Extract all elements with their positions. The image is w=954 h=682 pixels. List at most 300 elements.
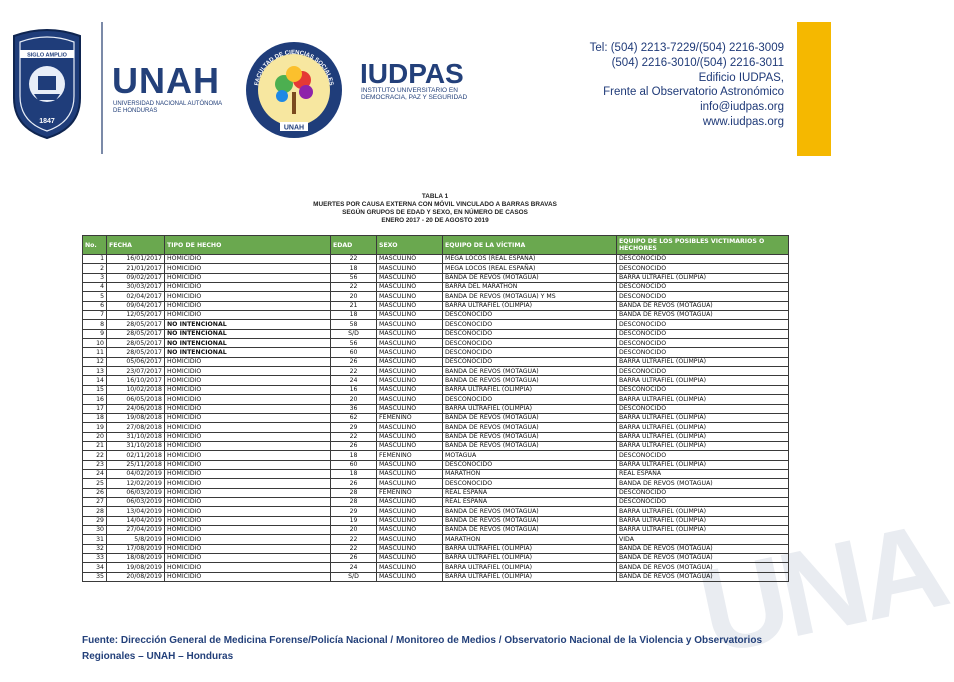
table-row	[83, 320, 789, 329]
cell-no: 30	[83, 525, 107, 534]
source-footnote: Fuente: Dirección General de Medicina Forense/Policía Nacional / Monitoreo de Medios / Observatorio Nacional de la Violencia y Observatorios Regionales – UNAH – Honduras	[82, 635, 763, 662]
cell-fecha: 28/05/2017	[107, 329, 165, 338]
cell-sexo: MASCULINO	[377, 339, 443, 348]
cell-tipo: HOMICIDIO	[165, 367, 331, 376]
cell-no: 33	[83, 554, 107, 563]
cell-edad: 29	[331, 423, 377, 432]
unah-seal-logo	[8, 28, 86, 140]
social-sciences-emblem-logo	[244, 40, 344, 140]
table-row	[83, 357, 789, 366]
cell-no: 20	[83, 432, 107, 441]
cell-equipo-victima: BANDA DE REVOS (MOTAGUA)	[443, 507, 617, 516]
table-row	[83, 469, 789, 478]
cell-sexo: MASCULINO	[377, 311, 443, 320]
cell-edad: 22	[331, 283, 377, 292]
cell-no: 32	[83, 544, 107, 553]
cell-sexo: MASCULINO	[377, 376, 443, 385]
cell-no: 10	[83, 339, 107, 348]
cell-equipo-victima: BANDA DE REVOS (MOTAGUA)	[443, 376, 617, 385]
cell-edad: 22	[331, 544, 377, 553]
cell-edad: 56	[331, 273, 377, 282]
cell-tipo: HOMICIDIO	[165, 357, 331, 366]
table-row	[83, 544, 789, 553]
cell-fecha: 31/10/2018	[107, 432, 165, 441]
cell-sexo: MASCULINO	[377, 469, 443, 478]
cell-no: 15	[83, 385, 107, 394]
cell-sexo: FEMENINO	[377, 488, 443, 497]
cell-edad: 58	[331, 320, 377, 329]
cell-tipo: HOMICIDIO	[165, 525, 331, 534]
cell-sexo: MASCULINO	[377, 507, 443, 516]
contact-phone-1: Tel: (504) 2213-7229/(504) 2216-3009	[589, 42, 784, 54]
cell-fecha: 30/03/2017	[107, 283, 165, 292]
table-row	[83, 497, 789, 506]
cell-sexo: MASCULINO	[377, 441, 443, 450]
cell-equipo-victimarios: DESCONOCIDO	[617, 451, 789, 460]
cell-equipo-victimarios: BARRA ULTRAFIEL (OLIMPIA)	[617, 441, 789, 450]
cell-equipo-victima: DESCONOCIDO	[443, 395, 617, 404]
cell-fecha: 19/08/2019	[107, 563, 165, 572]
emblem-ring-text: FACULTAD DE CIENCIAS SOCIALES	[254, 49, 334, 87]
table-row	[83, 507, 789, 516]
cell-edad: 56	[331, 339, 377, 348]
table-row	[83, 395, 789, 404]
cell-no: 21	[83, 441, 107, 450]
cell-fecha: 06/05/2018	[107, 395, 165, 404]
cell-no: 22	[83, 451, 107, 460]
cell-tipo: HOMICIDIO	[165, 273, 331, 282]
cell-equipo-victima: MARATHON	[443, 469, 617, 478]
cell-equipo-victima: BANDA DE REVOS (MOTAGUA)	[443, 413, 617, 422]
cell-edad: 16	[331, 385, 377, 394]
cell-equipo-victima: BANDA DE REVOS (MOTAGUA)	[443, 423, 617, 432]
cell-sexo: MASCULINO	[377, 497, 443, 506]
cell-equipo-victima: DESCONOCIDO	[443, 460, 617, 469]
cell-equipo-victimarios: DESCONOCIDO	[617, 329, 789, 338]
cell-edad: 22	[331, 367, 377, 376]
cell-equipo-victimarios: BANDA DE REVOS (MOTAGUA)	[617, 554, 789, 563]
table-row	[83, 535, 789, 544]
table-row	[83, 376, 789, 385]
cell-sexo: FEMENINO	[377, 451, 443, 460]
cell-tipo: HOMICIDIO	[165, 535, 331, 544]
iudpas-wordmark: IUDPAS	[360, 58, 464, 89]
column-header-sexo: SEXO	[377, 236, 443, 255]
table-row	[83, 301, 789, 310]
cell-fecha: 16/01/2017	[107, 255, 165, 264]
table-row	[83, 572, 789, 581]
cell-equipo-victima: BARRA DEL MARATHON	[443, 283, 617, 292]
cell-edad: 24	[331, 563, 377, 572]
unah-wordmark: UNAH	[112, 60, 220, 101]
cell-equipo-victima: BARRA ULTRAFIEL (OLIMPIA)	[443, 554, 617, 563]
cell-fecha: 10/02/2018	[107, 385, 165, 394]
cell-equipo-victima: DESCONOCIDO	[443, 479, 617, 488]
cell-tipo: HOMICIDIO	[165, 451, 331, 460]
table-row	[83, 264, 789, 273]
contact-address: Frente al Observatorio Astronómico	[603, 86, 784, 99]
cell-no: 13	[83, 367, 107, 376]
cell-sexo: MASCULINO	[377, 544, 443, 553]
cell-equipo-victimarios: BANDA DE REVOS (MOTAGUA)	[617, 479, 789, 488]
cell-equipo-victima: MOTAGUA	[443, 451, 617, 460]
column-header-fecha: FECHA	[107, 236, 165, 255]
cell-tipo: HOMICIDIO	[165, 404, 331, 413]
cell-sexo: MASCULINO	[377, 348, 443, 357]
cell-equipo-victima: DESCONOCIDO	[443, 320, 617, 329]
cell-equipo-victimarios: DESCONOCIDO	[617, 348, 789, 357]
cell-no: 4	[83, 283, 107, 292]
cell-edad: 24	[331, 376, 377, 385]
cell-fecha: 17/08/2019	[107, 544, 165, 553]
cell-equipo-victima: REAL ESPAÑA	[443, 488, 617, 497]
cell-tipo: HOMICIDIO	[165, 469, 331, 478]
cell-edad: 26	[331, 554, 377, 563]
cell-edad: 26	[331, 441, 377, 450]
cell-edad: 22	[331, 255, 377, 264]
cell-equipo-victima: REAL ESPAÑA	[443, 497, 617, 506]
column-header-no: No.	[83, 236, 107, 255]
cell-sexo: MASCULINO	[377, 479, 443, 488]
cell-sexo: MASCULINO	[377, 264, 443, 273]
cell-fecha: 16/10/2017	[107, 376, 165, 385]
cell-equipo-victimarios: DESCONOCIDO	[617, 264, 789, 273]
cell-fecha: 18/08/2019	[107, 554, 165, 563]
cell-edad: 18	[331, 311, 377, 320]
table-row	[83, 525, 789, 534]
cell-fecha: 21/01/2017	[107, 264, 165, 273]
cell-fecha: 31/10/2018	[107, 441, 165, 450]
cell-no: 3	[83, 273, 107, 282]
cell-fecha: 27/08/2018	[107, 423, 165, 432]
cell-no: 31	[83, 535, 107, 544]
cell-equipo-victima: BARRA ULTRAFIEL (OLIMPIA)	[443, 544, 617, 553]
cell-equipo-victimarios: BANDA DE REVOS (MOTAGUA)	[617, 544, 789, 553]
cell-sexo: MASCULINO	[377, 572, 443, 581]
cell-sexo: MASCULINO	[377, 432, 443, 441]
emblem-label: UNAH	[283, 124, 305, 132]
cell-fecha: 04/02/2019	[107, 469, 165, 478]
cell-tipo: NO INTENCIONAL	[165, 320, 331, 329]
cell-equipo-victimarios: BANDA DE REVOS (MOTAGUA)	[617, 563, 789, 572]
cell-no: 1	[83, 255, 107, 264]
cell-sexo: MASCULINO	[377, 460, 443, 469]
cell-equipo-victima: MEGA LOCOS (REAL ESPAÑA)	[443, 264, 617, 273]
cell-no: 23	[83, 460, 107, 469]
cell-no: 28	[83, 507, 107, 516]
cell-no: 12	[83, 357, 107, 366]
yellow-accent-bar	[797, 22, 831, 156]
table-row	[83, 348, 789, 357]
cell-equipo-victimarios: DESCONOCIDO	[617, 320, 789, 329]
cell-sexo: MASCULINO	[377, 563, 443, 572]
cell-fecha: 12/05/2017	[107, 311, 165, 320]
table-row	[83, 404, 789, 413]
column-header-edad: EDAD	[331, 236, 377, 255]
table-caption-line: SEGÚN GRUPOS DE EDAD Y SEXO, EN NÚMERO DE CASOS	[342, 209, 528, 216]
cell-tipo: HOMICIDIO	[165, 441, 331, 450]
cell-equipo-victimarios: BARRA ULTRAFIEL (OLIMPIA)	[617, 516, 789, 525]
cell-equipo-victima: BARRA ULTRAFIEL (OLIMPIA)	[443, 572, 617, 581]
contact-email-link[interactable]: info@iudpas.org	[700, 101, 784, 114]
cell-fecha: 09/02/2017	[107, 273, 165, 282]
contact-phone-2: (504) 2216-3010/(504) 2216-3011	[611, 56, 784, 69]
cell-tipo: HOMICIDIO	[165, 572, 331, 581]
table-row	[83, 451, 789, 460]
seal-year-text: 1847	[39, 118, 55, 125]
cell-equipo-victimarios: BARRA ULTRAFIEL (OLIMPIA)	[617, 273, 789, 282]
cell-tipo: HOMICIDIO	[165, 292, 331, 301]
cell-edad: 18	[331, 451, 377, 460]
cell-no: 17	[83, 404, 107, 413]
cell-tipo: HOMICIDIO	[165, 507, 331, 516]
cell-sexo: MASCULINO	[377, 423, 443, 432]
cell-fecha: 02/04/2017	[107, 292, 165, 301]
cell-tipo: HOMICIDIO	[165, 283, 331, 292]
cell-tipo: NO INTENCIONAL	[165, 348, 331, 357]
cell-tipo: HOMICIDIO	[165, 264, 331, 273]
cell-fecha: 06/03/2019	[107, 488, 165, 497]
cell-equipo-victimarios: DESCONOCIDO	[617, 497, 789, 506]
cell-no: 9	[83, 329, 107, 338]
cell-equipo-victimarios: DESCONOCIDO	[617, 255, 789, 264]
cell-equipo-victima: DESCONOCIDO	[443, 311, 617, 320]
cell-no: 14	[83, 376, 107, 385]
cell-sexo: MASCULINO	[377, 292, 443, 301]
cell-no: 35	[83, 572, 107, 581]
cell-tipo: HOMICIDIO	[165, 311, 331, 320]
cell-equipo-victima: BANDA DE REVOS (MOTAGUA)	[443, 367, 617, 376]
cell-tipo: HOMICIDIO	[165, 255, 331, 264]
cell-no: 11	[83, 348, 107, 357]
table-row	[83, 339, 789, 348]
cell-no: 18	[83, 413, 107, 422]
table-row	[83, 488, 789, 497]
cell-sexo: MASCULINO	[377, 367, 443, 376]
cell-equipo-victimarios: BARRA ULTRAFIEL (OLIMPIA)	[617, 413, 789, 422]
contact-building: Edificio IUDPAS,	[698, 71, 784, 84]
table-row	[83, 283, 789, 292]
cell-tipo: HOMICIDIO	[165, 479, 331, 488]
cell-edad: 20	[331, 525, 377, 534]
cell-equipo-victima: DESCONOCIDO	[443, 329, 617, 338]
cell-equipo-victimarios: BANDA DE REVOS (MOTAGUA)	[617, 572, 789, 581]
cell-edad: 28	[331, 488, 377, 497]
cell-equipo-victima: BANDA DE REVOS (MOTAGUA)	[443, 273, 617, 282]
cell-edad: 18	[331, 469, 377, 478]
cell-fecha: 02/11/2018	[107, 451, 165, 460]
table-row	[83, 563, 789, 572]
deaths-table	[82, 235, 788, 582]
background-watermark: UNA	[688, 498, 954, 680]
cell-edad: 60	[331, 348, 377, 357]
cell-equipo-victima: BARRA ULTRAFIEL (OLIMPIA)	[443, 404, 617, 413]
cell-equipo-victima: DESCONOCIDO	[443, 357, 617, 366]
cell-edad: 29	[331, 507, 377, 516]
table-header-row	[83, 236, 789, 255]
cell-equipo-victima: DESCONOCIDO	[443, 348, 617, 357]
cell-equipo-victimarios: BARRA ULTRAFIEL (OLIMPIA)	[617, 357, 789, 366]
cell-no: 29	[83, 516, 107, 525]
cell-no: 25	[83, 479, 107, 488]
table-row	[83, 516, 789, 525]
cell-sexo: MASCULINO	[377, 395, 443, 404]
cell-equipo-victimarios: BARRA ULTRAFIEL (OLIMPIA)	[617, 376, 789, 385]
cell-equipo-victimarios: BARRA ULTRAFIEL (OLIMPIA)	[617, 423, 789, 432]
cell-equipo-victima: MEGA LOCOS (REAL ESPAÑA)	[443, 255, 617, 264]
table-caption	[240, 193, 630, 225]
cell-fecha: 09/04/2017	[107, 301, 165, 310]
table-caption-line: TABLA 1	[421, 193, 449, 200]
cell-tipo: NO INTENCIONAL	[165, 339, 331, 348]
cell-edad: 26	[331, 357, 377, 366]
cell-no: 8	[83, 320, 107, 329]
cell-equipo-victimarios: DESCONOCIDO	[617, 404, 789, 413]
contact-block	[590, 41, 784, 130]
cell-edad: 18	[331, 264, 377, 273]
cell-no: 19	[83, 423, 107, 432]
column-header-equipo-victimarios: EQUIPO DE LOS POSIBLES VICTIMARIOS O HECHORES	[617, 236, 789, 255]
cell-equipo-victima: BANDA DE REVOS (MOTAGUA) Y MS	[443, 292, 617, 301]
table-row	[83, 311, 789, 320]
cell-edad: 19	[331, 516, 377, 525]
cell-sexo: MASCULINO	[377, 516, 443, 525]
cell-edad: 60	[331, 460, 377, 469]
cell-no: 34	[83, 563, 107, 572]
table-row	[83, 385, 789, 394]
cell-edad: 28	[331, 497, 377, 506]
cell-fecha: 14/04/2019	[107, 516, 165, 525]
cell-equipo-victima: BANDA DE REVOS (MOTAGUA)	[443, 441, 617, 450]
cell-tipo: HOMICIDIO	[165, 432, 331, 441]
cell-tipo: HOMICIDIO	[165, 423, 331, 432]
unah-subtitle: UNIVERSIDAD NACIONAL AUTÓNOMA DE HONDURAS	[113, 101, 222, 114]
table-row	[83, 432, 789, 441]
cell-sexo: MASCULINO	[377, 255, 443, 264]
table-row	[83, 273, 789, 282]
table-row	[83, 554, 789, 563]
cell-fecha: 25/11/2018	[107, 460, 165, 469]
cell-fecha: 05/06/2017	[107, 357, 165, 366]
cell-edad: 36	[331, 404, 377, 413]
cell-equipo-victima: DESCONOCIDO	[443, 339, 617, 348]
header-separator	[101, 22, 103, 154]
cell-sexo: MASCULINO	[377, 385, 443, 394]
cell-edad: 62	[331, 413, 377, 422]
cell-sexo: MASCULINO	[377, 283, 443, 292]
cell-sexo: MASCULINO	[377, 320, 443, 329]
cell-equipo-victimarios: BARRA ULTRAFIEL (OLIMPIA)	[617, 507, 789, 516]
cell-sexo: MASCULINO	[377, 301, 443, 310]
cell-fecha: 12/02/2019	[107, 479, 165, 488]
table-row	[83, 413, 789, 422]
table-row	[83, 441, 789, 450]
cell-sexo: FEMENINO	[377, 413, 443, 422]
cell-tipo: HOMICIDIO	[165, 413, 331, 422]
cell-fecha: 20/08/2019	[107, 572, 165, 581]
cell-edad: 22	[331, 432, 377, 441]
cell-tipo: HOMICIDIO	[165, 497, 331, 506]
cell-edad: 26	[331, 479, 377, 488]
table-row	[83, 460, 789, 469]
iudpas-subtitle: INSTITUTO UNIVERSITARIO EN DEMOCRACIA, PAZ Y SEGURIDAD	[361, 87, 468, 101]
cell-tipo: HOMICIDIO	[165, 554, 331, 563]
cell-edad: 22	[331, 535, 377, 544]
cell-sexo: MASCULINO	[377, 357, 443, 366]
table-row	[83, 367, 789, 376]
cell-no: 6	[83, 301, 107, 310]
cell-tipo: HOMICIDIO	[165, 488, 331, 497]
cell-tipo: HOMICIDIO	[165, 385, 331, 394]
cell-fecha: 27/04/2019	[107, 525, 165, 534]
cell-fecha: 28/05/2017	[107, 320, 165, 329]
cell-equipo-victimarios: BARRA ULTRAFIEL (OLIMPIA)	[617, 395, 789, 404]
cell-edad: 20	[331, 395, 377, 404]
cell-tipo: HOMICIDIO	[165, 516, 331, 525]
cell-sexo: MASCULINO	[377, 525, 443, 534]
cell-equipo-victimarios: REAL ESPAÑA	[617, 469, 789, 478]
cell-equipo-victimarios: BANDA DE REVOS (MOTAGUA)	[617, 301, 789, 310]
cell-equipo-victima: BARRA ULTRAFIEL (OLIMPIA)	[443, 385, 617, 394]
cell-tipo: HOMICIDIO	[165, 563, 331, 572]
column-header-tipo: TIPO DE HECHO	[165, 236, 331, 255]
cell-no: 26	[83, 488, 107, 497]
cell-equipo-victimarios: BARRA ULTRAFIEL (OLIMPIA)	[617, 460, 789, 469]
cell-no: 24	[83, 469, 107, 478]
cell-equipo-victimarios: BARRA ULTRAFIEL (OLIMPIA)	[617, 432, 789, 441]
table-caption-line: ENERO 2017 - 20 DE AGOSTO 2019	[381, 217, 489, 224]
cell-no: 27	[83, 497, 107, 506]
cell-edad: 20	[331, 292, 377, 301]
cell-equipo-victima: BANDA DE REVOS (MOTAGUA)	[443, 516, 617, 525]
cell-edad: 21	[331, 301, 377, 310]
cell-equipo-victimarios: DESCONOCIDO	[617, 488, 789, 497]
column-header-equipo-victima: EQUIPO DE LA VÍCTIMA	[443, 236, 617, 255]
table-row	[83, 479, 789, 488]
cell-tipo: HOMICIDIO	[165, 544, 331, 553]
cell-fecha: 24/06/2018	[107, 404, 165, 413]
cell-fecha: 28/05/2017	[107, 348, 165, 357]
cell-tipo: HOMICIDIO	[165, 376, 331, 385]
cell-sexo: MASCULINO	[377, 554, 443, 563]
cell-equipo-victima: BARRA ULTRAFIEL (OLIMPIA)	[443, 301, 617, 310]
cell-edad: S/D	[331, 329, 377, 338]
contact-website-link[interactable]: www.iudpas.org	[702, 115, 784, 128]
cell-equipo-victimarios: DESCONOCIDO	[617, 367, 789, 376]
cell-equipo-victimarios: VIDA	[617, 535, 789, 544]
cell-sexo: MASCULINO	[377, 329, 443, 338]
cell-fecha: 5/8/2019	[107, 535, 165, 544]
cell-sexo: MASCULINO	[377, 404, 443, 413]
cell-fecha: 06/03/2019	[107, 497, 165, 506]
cell-fecha: 19/08/2018	[107, 413, 165, 422]
cell-equipo-victima: BARRA ULTRAFIEL (OLIMPIA)	[443, 563, 617, 572]
cell-fecha: 13/04/2019	[107, 507, 165, 516]
cell-equipo-victimarios: DESCONOCIDO	[617, 292, 789, 301]
cell-edad: S/D	[331, 572, 377, 581]
table-row	[83, 255, 789, 264]
cell-fecha: 23/07/2017	[107, 367, 165, 376]
cell-equipo-victima: BANDA DE REVOS (MOTAGUA)	[443, 525, 617, 534]
cell-equipo-victimarios: BARRA ULTRAFIEL (OLIMPIA)	[617, 525, 789, 534]
table-caption-line: MUERTES POR CAUSA EXTERNA CON MÓVIL VINCULADO A BARRAS BRAVAS	[313, 201, 557, 208]
cell-no: 7	[83, 311, 107, 320]
table-row	[83, 329, 789, 338]
cell-tipo: HOMICIDIO	[165, 301, 331, 310]
cell-equipo-victimarios: BANDA DE REVOS (MOTAGUA)	[617, 311, 789, 320]
cell-equipo-victima: MARATHON	[443, 535, 617, 544]
cell-equipo-victimarios: DESCONOCIDO	[617, 385, 789, 394]
